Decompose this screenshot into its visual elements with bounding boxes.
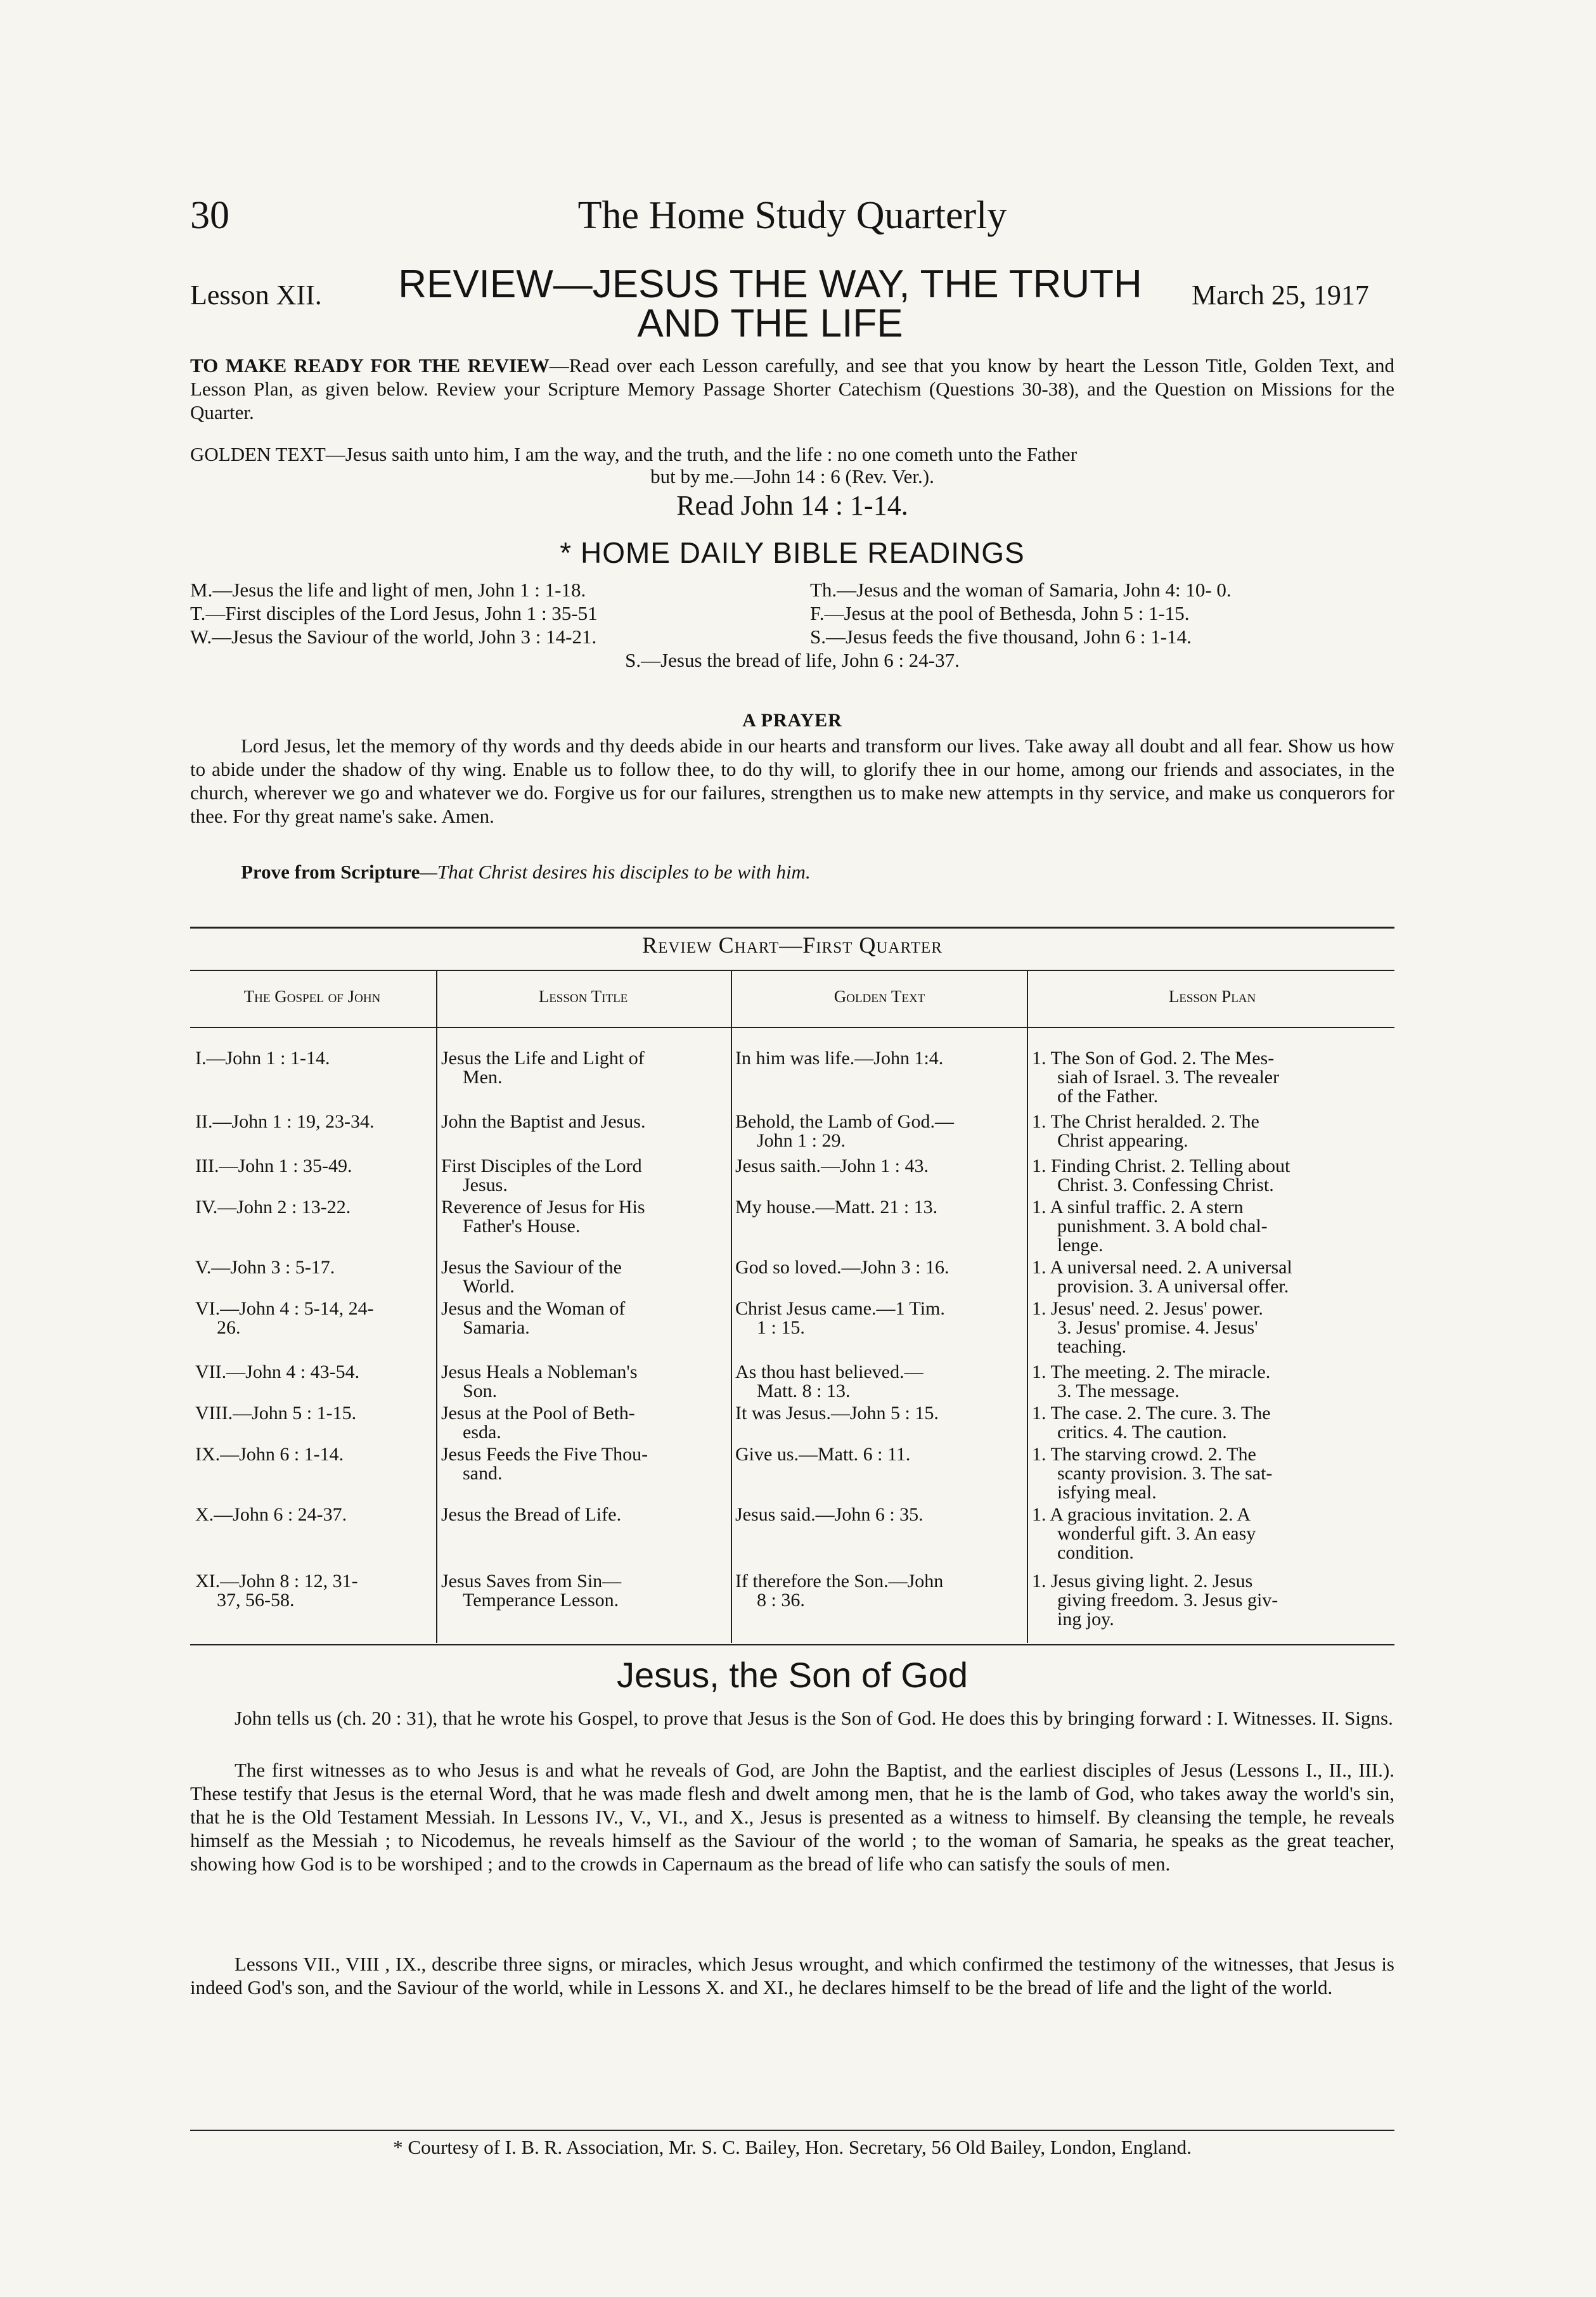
chart-cell-line: III.—John 1 : 35-49. bbox=[195, 1155, 352, 1176]
chart-cell-line: giving freedom. 3. Jesus giv- bbox=[1057, 1590, 1278, 1611]
chart-cell-line: 1 : 15. bbox=[757, 1317, 805, 1338]
chart-cell-line: Samaria. bbox=[463, 1317, 530, 1338]
daily-reading-item: S.—Jesus feeds the five thousand, John 6 : 1-14. bbox=[810, 626, 1192, 648]
chart-cell-line: 1. The starving crowd. 2. The bbox=[1032, 1444, 1256, 1465]
chart-cell-gospel bbox=[195, 1572, 433, 1610]
body-paragraph: The first witnesses as to who Jesus is and what he reveals of God, are John the Baptist, and the earliest disciples of Jesus (Lessons I., II., III.). These testify that Jesus is the eternal Word, that he was made flesh and dwelt among men, that he is the lamb of God, who takes away the world's sin, that he is the Old Testament Messiah. In Lessons IV., V., VI., and X., Jesus is presented as a witness to himself. By cleansing the temple, he reveals himself as the Messiah ; to Nicodemus, he reveals himself as the Saviour of the world ; to the woman of Samaria, he speaks as the great teacher, showing how God is to be worshiped ; and to the crowds in Capernaum as the bread of life who can satisfy the souls of men. bbox=[190, 1759, 1394, 1875]
chart-cell-gospel bbox=[195, 1157, 433, 1176]
daily-reading-item: F.—Jesus at the pool of Bethesda, John 5 : 1-15. bbox=[810, 602, 1190, 624]
chart-cell-line: 1. Jesus giving light. 2. Jesus bbox=[1032, 1571, 1253, 1592]
body-paragraph: John tells us (ch. 20 : 31), that he wrote his Gospel, to prove that Jesus is the Son of God. He does this by bringing forward : I. Witnesses. II. Signs. bbox=[235, 1707, 1393, 1729]
chart-column-rule bbox=[1027, 971, 1028, 1643]
chart-cell-line: Jesus. bbox=[463, 1174, 508, 1195]
chart-cell-title bbox=[441, 1363, 728, 1401]
chart-cell-line: esda. bbox=[463, 1422, 501, 1443]
chart-cell-line: XI.—John 8 : 12, 31- bbox=[195, 1571, 358, 1592]
journal-title: The Home Study Quarterly bbox=[577, 194, 1007, 237]
daily-reading-item: M.—Jesus the life and light of men, John 1 : 1-18. bbox=[190, 579, 586, 601]
chart-cell-line: wonderful gift. 3. An easy bbox=[1057, 1523, 1256, 1544]
chart-cell-gospel bbox=[195, 1112, 433, 1131]
chart-cell-title bbox=[441, 1445, 728, 1483]
chart-caption: Review Chart—First Quarter bbox=[642, 932, 943, 958]
chart-cell-gospel bbox=[195, 1363, 433, 1382]
chart-cell-gospel bbox=[195, 1198, 433, 1217]
chart-cell-line: scanty provision. 3. The sat- bbox=[1057, 1463, 1273, 1484]
chart-cell-line: 1. The case. 2. The cure. 3. The bbox=[1032, 1403, 1271, 1424]
chart-cell-line: 1. A gracious invitation. 2. A bbox=[1032, 1504, 1251, 1525]
chart-cell-line: It was Jesus.—John 5 : 15. bbox=[735, 1403, 939, 1424]
chart-cell-line: 1. Jesus' need. 2. Jesus' power. bbox=[1032, 1298, 1263, 1319]
chart-cell-line: II.—John 1 : 19, 23-34. bbox=[195, 1111, 375, 1132]
lesson-date: March 25, 1917 bbox=[1192, 280, 1369, 311]
golden-text: GOLDEN TEXT—Jesus saith unto him, I am the way, and the truth, and the life : no one cometh unto the Father bbox=[190, 443, 1078, 465]
chart-cell-title bbox=[441, 1299, 728, 1337]
chart-cell-plan bbox=[1032, 1112, 1393, 1150]
chart-cell-plan bbox=[1032, 1157, 1393, 1195]
preparation-text: —Read over each Lesson carefully, and see that you know by heart the Lesson Title, Golden Text, and Lesson Plan, as given below. Review your Scripture Memory Passage Shorter Catechism (Questions 30-38), and the Question on Missions for the Quarter. bbox=[190, 354, 1394, 423]
chart-cell-golden bbox=[735, 1445, 1024, 1464]
footnote: * Courtesy of I. B. R. Association, Mr. S. C. Bailey, Hon. Secretary, 56 Old Bailey, London, England. bbox=[393, 2136, 1192, 2158]
chart-cell-plan bbox=[1032, 1198, 1393, 1255]
chart-cell-line: ing joy. bbox=[1057, 1609, 1114, 1630]
chart-header-plan: Lesson Plan bbox=[1168, 987, 1256, 1006]
chart-cell-line: First Disciples of the Lord bbox=[441, 1155, 642, 1176]
chart-cell-line: Jesus saith.—John 1 : 43. bbox=[735, 1155, 929, 1176]
lesson-title bbox=[355, 262, 1185, 345]
chart-header-golden: Golden Text bbox=[833, 987, 925, 1006]
body-paragraph: Lessons VII., VIII , IX., describe three signs, or miracles, which Jesus wrought, and which confirmed the testimony of the witnesses, that Jesus is indeed God's son, and the Saviour of the world, while in Lessons X. and XI., he declares himself to be the bread of life and the light of the world. bbox=[190, 1953, 1394, 1998]
chart-cell-line: provision. 3. A universal offer. bbox=[1057, 1276, 1289, 1297]
chart-cell-gospel bbox=[195, 1445, 433, 1464]
chart-cell-line: John 1 : 29. bbox=[757, 1130, 846, 1151]
chart-cell-plan bbox=[1032, 1049, 1393, 1106]
chart-cell-line: Jesus the Life and Light of bbox=[441, 1048, 645, 1069]
chart-cell-line: Jesus Saves from Sin— bbox=[441, 1571, 622, 1592]
chart-cell-title bbox=[441, 1404, 728, 1442]
chart-cell-line: Jesus Feeds the Five Thou- bbox=[441, 1444, 648, 1465]
chart-cell-line: 1. The Christ heralded. 2. The bbox=[1032, 1111, 1259, 1132]
chart-cell-golden bbox=[735, 1404, 1024, 1423]
chart-cell-line: World. bbox=[463, 1276, 515, 1297]
prayer-text: Lord Jesus, let the memory of thy words and thy deeds abide in our hearts and transform our lives. Take away all doubt and all fear. Show us how to abide under the shadow of thy wing. Enable us to follow thee, to do thy will, to glorify thee in our home, among our friends and associates, in the church, wherever we go and whatever we do. Forgive us for our failures, strengthen us to make new attempts in thy service, and make us conquerors for thee. For thy great name's sake. Amen. bbox=[190, 735, 1394, 827]
chart-cell-line: In him was life.—John 1:4. bbox=[735, 1048, 944, 1069]
daily-readings-heading: * HOME DAILY BIBLE READINGS bbox=[560, 536, 1025, 569]
chart-cell-line: Temperance Lesson. bbox=[463, 1590, 619, 1611]
chart-cell-title bbox=[441, 1198, 728, 1236]
chart-cell-gospel bbox=[195, 1299, 433, 1337]
prove-text: —That Christ desires his disciples to be with him. bbox=[420, 861, 811, 883]
chart-cell-golden bbox=[735, 1049, 1024, 1068]
chart-cell-title bbox=[441, 1505, 728, 1524]
chart-cell-line: 37, 56-58. bbox=[217, 1590, 295, 1611]
daily-reading-item: T.—First disciples of the Lord Jesus, John 1 : 35-51 bbox=[190, 602, 598, 624]
chart-cell-line: Christ appearing. bbox=[1057, 1130, 1188, 1151]
chart-cell-line: IX.—John 6 : 1-14. bbox=[195, 1444, 344, 1465]
chart-cell-title bbox=[441, 1572, 728, 1610]
preparation-paragraph bbox=[190, 354, 1394, 424]
chart-cell-line: Men. bbox=[463, 1067, 503, 1088]
section-title: Jesus, the Son of God bbox=[616, 1655, 969, 1695]
chart-cell-title bbox=[441, 1049, 728, 1087]
chart-bottom-rule bbox=[190, 1644, 1394, 1645]
chart-cell-line: teaching. bbox=[1057, 1336, 1127, 1357]
chart-cell-gospel bbox=[195, 1505, 433, 1524]
daily-reading-item: W.—Jesus the Saviour of the world, John 3 : 14-21. bbox=[190, 626, 597, 648]
chart-cell-golden bbox=[735, 1157, 1024, 1176]
chart-cell-plan bbox=[1032, 1445, 1393, 1502]
chart-cell-line: critics. 4. The caution. bbox=[1057, 1422, 1227, 1443]
chart-cell-line: Jesus said.—John 6 : 35. bbox=[735, 1504, 923, 1525]
lesson-title-line-1: REVIEW—JESUS THE WAY, THE TRUTH bbox=[398, 262, 1142, 306]
chart-cell-line: 1. The meeting. 2. The miracle. bbox=[1032, 1361, 1271, 1382]
chart-cell-line: 1. A sinful traffic. 2. A stern bbox=[1032, 1197, 1244, 1218]
chart-cell-line: My house.—Matt. 21 : 13. bbox=[735, 1197, 938, 1218]
chart-cell-gospel bbox=[195, 1258, 433, 1277]
chart-cell-title bbox=[441, 1258, 728, 1296]
chart-column-rule bbox=[731, 971, 732, 1643]
chart-cell-line: God so loved.—John 3 : 16. bbox=[735, 1257, 949, 1278]
prayer-heading: A PRAYER bbox=[742, 710, 842, 731]
page-number: 30 bbox=[190, 194, 229, 237]
daily-reading-item: Th.—Jesus and the woman of Samaria, John 4: 10- 0. bbox=[810, 579, 1232, 601]
daily-reading-item: S.—Jesus the bread of life, John 6 : 24-37. bbox=[625, 649, 960, 671]
preparation-label: TO MAKE READY FOR THE REVIEW bbox=[190, 354, 550, 376]
chart-cell-line: Father's House. bbox=[463, 1216, 581, 1237]
chart-cell-line: isfying meal. bbox=[1057, 1482, 1157, 1503]
footnote-rule bbox=[190, 2130, 1394, 2131]
chart-header-gospel: The Gospel of John bbox=[243, 987, 381, 1006]
chart-cell-plan bbox=[1032, 1404, 1393, 1442]
chart-cell-line: Jesus Heals a Nobleman's bbox=[441, 1361, 638, 1382]
chart-cell-golden bbox=[735, 1299, 1024, 1337]
chart-cell-line: Reverence of Jesus for His bbox=[441, 1197, 645, 1218]
chart-cell-plan bbox=[1032, 1299, 1393, 1356]
chart-cell-plan bbox=[1032, 1363, 1393, 1401]
chart-header-rule bbox=[190, 1027, 1394, 1028]
chart-column-rule bbox=[436, 971, 437, 1643]
chart-cell-line: X.—John 6 : 24-37. bbox=[195, 1504, 347, 1525]
chart-cell-golden bbox=[735, 1572, 1024, 1610]
chart-cell-line: VIII.—John 5 : 1-15. bbox=[195, 1403, 357, 1424]
chart-cell-line: IV.—John 2 : 13-22. bbox=[195, 1197, 351, 1218]
chart-cell-line: VI.—John 4 : 5-14, 24- bbox=[195, 1298, 374, 1319]
chart-cell-golden bbox=[735, 1112, 1024, 1150]
chart-cell-line: 26. bbox=[217, 1317, 241, 1338]
chart-cell-plan bbox=[1032, 1505, 1393, 1562]
chart-cell-golden bbox=[735, 1198, 1024, 1217]
chart-cell-line: Jesus the Saviour of the bbox=[441, 1257, 622, 1278]
lesson-title-line-2: AND THE LIFE bbox=[637, 302, 903, 345]
chart-cell-plan bbox=[1032, 1258, 1393, 1296]
chart-cell-line: Christ. 3. Confessing Christ. bbox=[1057, 1174, 1274, 1195]
prove-label: Prove from Scripture bbox=[241, 861, 420, 883]
chart-cell-line: Behold, the Lamb of God.— bbox=[735, 1111, 954, 1132]
chart-cell-title bbox=[441, 1112, 728, 1131]
golden-text-reference: but by me.—John 14 : 6 (Rev. Ver.). bbox=[650, 465, 934, 487]
chart-cell-title bbox=[441, 1157, 728, 1195]
chart-cell-golden bbox=[735, 1505, 1024, 1524]
chart-cell-golden bbox=[735, 1258, 1024, 1277]
chart-cell-plan bbox=[1032, 1572, 1393, 1629]
chart-cell-line: V.—John 3 : 5-17. bbox=[195, 1257, 335, 1278]
chart-cell-line: Son. bbox=[463, 1380, 498, 1401]
chart-cell-line: sand. bbox=[463, 1463, 503, 1484]
chart-cell-gospel bbox=[195, 1404, 433, 1423]
chart-cell-line: Christ Jesus came.—1 Tim. bbox=[735, 1298, 945, 1319]
scripture-reading: Read John 14 : 1-14. bbox=[676, 490, 908, 521]
chart-cell-line: Give us.—Matt. 6 : 11. bbox=[735, 1444, 911, 1465]
running-head bbox=[190, 193, 1394, 250]
chart-cell-line: condition. bbox=[1057, 1542, 1134, 1563]
chart-cell-line: If therefore the Son.—John bbox=[735, 1571, 944, 1592]
lesson-label: Lesson XII. bbox=[190, 280, 322, 311]
chart-cell-line: Jesus and the Woman of bbox=[441, 1298, 626, 1319]
chart-cell-line: Jesus at the Pool of Beth- bbox=[441, 1403, 635, 1424]
chart-cell-line: 8 : 36. bbox=[757, 1590, 805, 1611]
chart-header-title: Lesson Title bbox=[538, 987, 628, 1006]
chart-cell-line: punishment. 3. A bold chal- bbox=[1057, 1216, 1268, 1237]
chart-top-rule bbox=[190, 927, 1394, 929]
chart-cell-line: 1. Finding Christ. 2. Telling about bbox=[1032, 1155, 1290, 1176]
chart-cell-line: I.—John 1 : 1-14. bbox=[195, 1048, 330, 1069]
chart-cell-line: of the Father. bbox=[1057, 1086, 1159, 1107]
chart-cell-line: 3. The message. bbox=[1057, 1380, 1180, 1401]
chart-cell-golden bbox=[735, 1363, 1024, 1401]
chart-caption-rule bbox=[190, 970, 1394, 971]
chart-cell-line: lenge. bbox=[1057, 1235, 1104, 1256]
chart-cell-line: Matt. 8 : 13. bbox=[757, 1380, 851, 1401]
chart-cell-line: 1. The Son of God. 2. The Mes- bbox=[1032, 1048, 1275, 1069]
chart-cell-line: VII.—John 4 : 43-54. bbox=[195, 1361, 360, 1382]
chart-cell-line: siah of Israel. 3. The revealer bbox=[1057, 1067, 1280, 1088]
chart-cell-gospel bbox=[195, 1049, 433, 1068]
chart-cell-line: John the Baptist and Jesus. bbox=[441, 1111, 646, 1132]
chart-cell-line: 1. A universal need. 2. A universal bbox=[1032, 1257, 1292, 1278]
chart-cell-line: 3. Jesus' promise. 4. Jesus' bbox=[1057, 1317, 1258, 1338]
chart-cell-line: Jesus the Bread of Life. bbox=[441, 1504, 622, 1525]
prove-from-scripture bbox=[241, 861, 1394, 884]
chart-cell-line: As thou hast believed.— bbox=[735, 1361, 923, 1382]
